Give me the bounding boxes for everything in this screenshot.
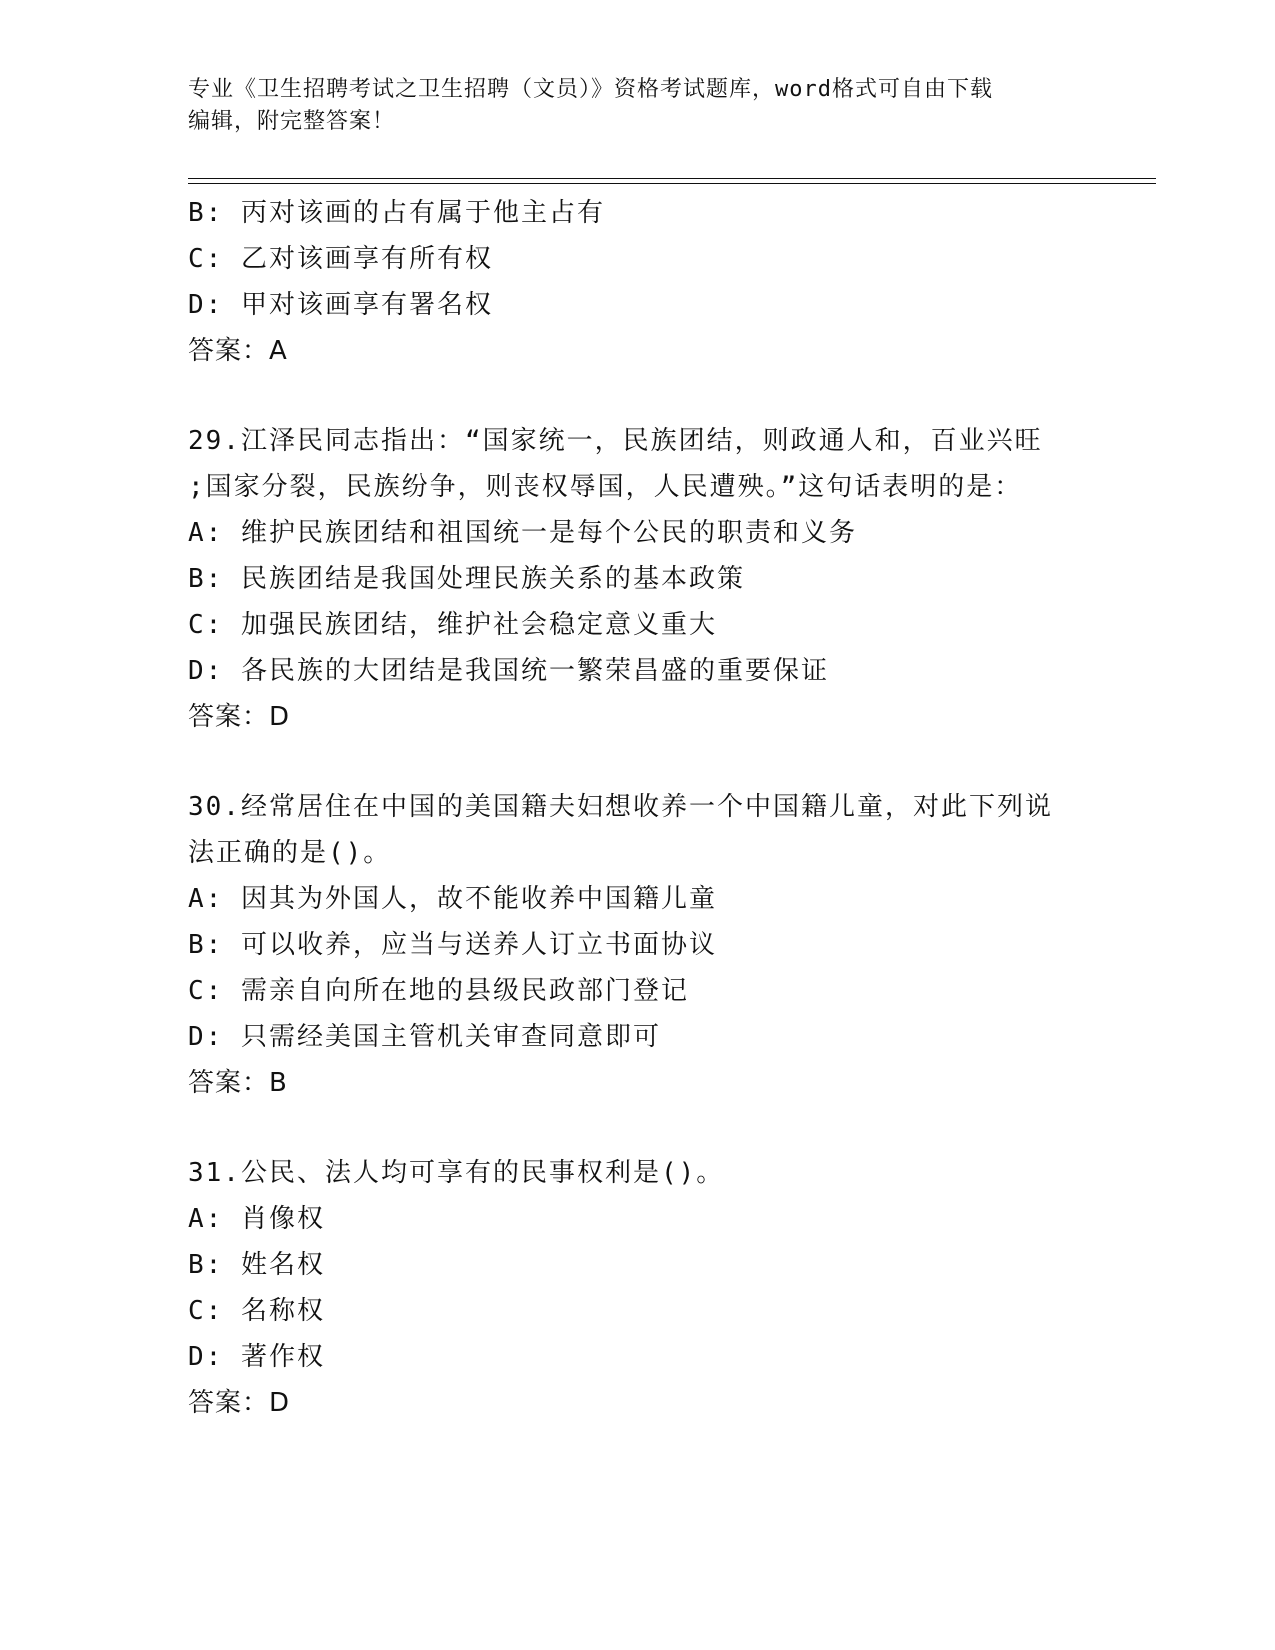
question-stem: ;国家分裂，民族纷争，则丧权辱国，人民遭殃。”这句话表明的是：: [188, 472, 1023, 502]
header-title-line1: 专业《卫生招聘考试之卫生招聘（文员）》资格考试题库，word格式可自由下载: [188, 77, 993, 102]
option-c: C: 加强民族团结，维护社会稳定意义重大: [188, 610, 717, 640]
option-a: A: 因其为外国人，故不能收养中国籍儿童: [188, 884, 717, 914]
question-stem: 29.江泽民同志指出：“国家统一，民族团结，则政通人和，百业兴旺: [188, 426, 1043, 456]
answer: 答案：B: [188, 1068, 288, 1098]
question-stem: 法正确的是()。: [188, 838, 392, 868]
question-28-tail: [188, 190, 1088, 374]
option-d: D: 只需经美国主管机关审查同意即可: [188, 1022, 661, 1052]
question-29: [188, 418, 1088, 740]
header-title-line2: 编辑，附完整答案！: [188, 109, 396, 134]
spacer: [188, 1106, 1088, 1150]
option-c: C: 名称权: [188, 1296, 325, 1326]
option-c: C: 乙对该画享有所有权: [188, 244, 493, 274]
option-b: B: 可以收养，应当与送养人订立书面协议: [188, 930, 717, 960]
header-divider-top: [188, 178, 1156, 179]
option-b: B: 民族团结是我国处理民族关系的基本政策: [188, 564, 745, 594]
option-b: B: 丙对该画的占有属于他主占有: [188, 198, 605, 228]
option-d: D: 著作权: [188, 1342, 325, 1372]
option-c: C: 需亲自向所在地的县级民政部门登记: [188, 976, 689, 1006]
option-d: D: 各民族的大团结是我国统一繁荣昌盛的重要保证: [188, 656, 829, 686]
answer: 答案：D: [188, 1388, 291, 1418]
spacer: [188, 740, 1088, 784]
question-31: [188, 1150, 1088, 1426]
option-d: D: 甲对该画享有署名权: [188, 290, 493, 320]
question-stem: 30.经常居住在中国的美国籍夫妇想收养一个中国籍儿童，对此下列说: [188, 792, 1053, 822]
header-divider-bottom: [188, 183, 1156, 184]
question-30: [188, 784, 1088, 1106]
option-a: A: 维护民族团结和祖国统一是每个公民的职责和义务: [188, 518, 857, 548]
spacer: [188, 374, 1088, 418]
answer: 答案：D: [188, 702, 291, 732]
option-b: B: 姓名权: [188, 1250, 325, 1280]
option-a: A: 肖像权: [188, 1204, 325, 1234]
answer: 答案：A: [188, 336, 288, 366]
question-stem: 31.公民、法人均可享有的民事权利是()。: [188, 1158, 725, 1188]
question-list: [188, 190, 1088, 1426]
document-header: [188, 74, 1088, 138]
